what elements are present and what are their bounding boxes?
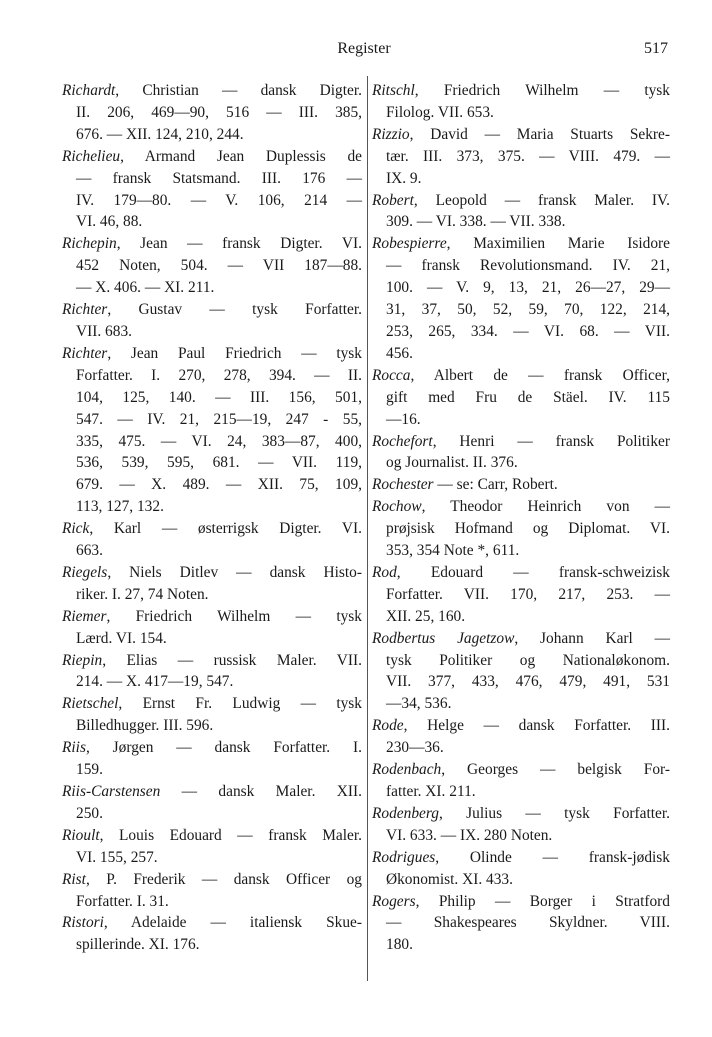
entry-continuation-line — [372, 869, 670, 891]
entry-continuation-line — [62, 891, 362, 913]
entry-first-line — [372, 628, 670, 650]
entry-text: — se: Carr, Robert. — [433, 476, 558, 494]
entry-text: IV. 179—80. — V. 106, 214 — — [76, 191, 362, 209]
entry-continuation-line — [62, 452, 362, 474]
entry-continuation-line — [372, 693, 670, 715]
entry-text: VII. 683. — [76, 322, 132, 340]
index-entry — [62, 343, 362, 518]
entry-text: , David — Maria Stuarts Sekre- — [409, 125, 670, 143]
entry-first-line — [62, 233, 362, 255]
index-entry — [372, 190, 670, 234]
entry-text: , Jean — fransk Digter. VI. — [116, 235, 362, 253]
entry-text: , Friedrich Wilhelm — tysk — [414, 82, 670, 99]
entry-text: Forfatter. VII. 170, 217, 253. — — [386, 585, 670, 603]
entry-text: , Elias — russisk Maler. VII. — [102, 651, 362, 669]
index-entry — [372, 891, 670, 957]
entry-text: 547. — IV. 21, 215—19, 247 - 55, — [76, 410, 362, 428]
entry-name: Rode — [372, 717, 404, 735]
entry-text: , Julius — tysk Forfatter. — [438, 804, 670, 822]
entry-continuation-line — [372, 146, 670, 168]
entry-text: spillerinde. XI. 176. — [76, 936, 200, 954]
entry-continuation-line — [62, 102, 362, 124]
entry-continuation-line — [372, 671, 670, 693]
right-column — [372, 80, 670, 956]
entry-continuation-line — [62, 847, 362, 869]
entry-continuation-line — [62, 124, 362, 146]
page-header — [60, 40, 668, 64]
entry-text: fatter. XI. 211. — [386, 783, 476, 800]
entry-text: 180. — [386, 936, 413, 954]
entry-text: —34, 536. — [386, 695, 452, 713]
entry-text: Billedhugger. III. 596. — [76, 717, 214, 735]
entry-name: Robespierre — [372, 235, 447, 253]
entry-continuation-line — [372, 255, 670, 277]
entry-text: Forfatter. I. 270, 278, 394. — II. — [76, 366, 362, 384]
entry-first-line — [62, 146, 362, 168]
index-entry — [62, 869, 362, 913]
entry-name: Rodbertus Jagetzow — [372, 629, 515, 647]
entry-text: XII. 25, 160. — [386, 607, 466, 625]
entry-text: , Karl — østerrigsk Digter. VI. — [89, 520, 362, 538]
index-entry — [62, 518, 362, 562]
entry-first-line — [372, 496, 670, 518]
index-entry — [372, 628, 670, 716]
entry-text: VI. 155, 257. — [76, 848, 158, 866]
entry-continuation-line — [372, 737, 670, 759]
entry-continuation-line — [372, 540, 670, 562]
entry-continuation-line — [372, 518, 670, 540]
entry-first-line — [372, 803, 670, 825]
entry-text: , Jean Paul Friedrich — tysk — [107, 344, 362, 362]
entry-name: Rochester — [372, 476, 434, 494]
entry-name: Riis-Carstensen — [62, 783, 161, 800]
entry-name: Rick — [62, 520, 90, 538]
column-divider — [367, 76, 368, 981]
entry-name: Rodrigues — [372, 848, 436, 866]
entry-text: IX. 9. — [386, 169, 422, 187]
entry-continuation-line — [372, 912, 670, 934]
entry-continuation-line — [372, 409, 670, 431]
entry-first-line — [372, 190, 670, 212]
entry-continuation-line — [372, 452, 670, 474]
entry-text: 214. — X. 417—19, 547. — [76, 673, 234, 691]
entry-text: — dansk Maler. XII. — [160, 783, 362, 800]
entry-continuation-line — [62, 803, 362, 825]
entry-name: Rochow — [372, 498, 422, 516]
entry-text: tysk Politiker og Nationaløkonom. — [386, 651, 670, 669]
index-entry — [62, 693, 362, 737]
running-title: Register — [337, 40, 391, 57]
entry-continuation-line — [372, 168, 670, 190]
index-entry — [372, 431, 670, 475]
index-entry — [372, 124, 670, 190]
entry-text: , Maximilien Marie Isidore — [446, 235, 670, 253]
entry-text: , Helge — dansk Forfatter. III. — [403, 717, 670, 735]
entry-name: Rod — [372, 563, 397, 581]
entry-text: 676. — XII. 124, 210, 244. — [76, 125, 244, 143]
entry-continuation-line — [62, 168, 362, 190]
entry-text: , Theodor Heinrich von — — [421, 498, 670, 516]
entry-continuation-line — [372, 650, 670, 672]
entry-continuation-line — [62, 211, 362, 233]
page-number: 517 — [644, 40, 668, 57]
index-entry — [372, 562, 670, 628]
entry-name: Richelieu — [62, 147, 121, 165]
index-entry — [62, 606, 362, 650]
entry-text: — Shakespeares Skyldner. VIII. — [386, 914, 670, 932]
entry-continuation-line — [372, 102, 670, 124]
left-column — [62, 80, 362, 956]
entry-continuation-line — [62, 409, 362, 431]
entry-continuation-line — [62, 584, 362, 606]
index-entry — [372, 496, 670, 562]
entry-continuation-line — [62, 255, 362, 277]
entry-text: , Friedrich Wilhelm — tysk — [106, 607, 362, 625]
entry-name: Richter — [62, 301, 108, 319]
entry-text: II. 206, 469—90, 516 — III. 385, — [76, 103, 362, 121]
entry-continuation-line — [62, 387, 362, 409]
entry-name: Rizzio — [372, 125, 410, 143]
entry-continuation-line — [62, 496, 362, 518]
entry-first-line — [372, 847, 670, 869]
entry-continuation-line — [372, 934, 670, 956]
entry-text: , Gustav — tysk Forfatter. — [107, 301, 362, 319]
entry-text: riker. I. 27, 74 Noten. — [76, 585, 209, 603]
entry-continuation-line — [62, 431, 362, 453]
entry-name: Riis — [62, 739, 86, 757]
entry-text: 100. — V. 9, 13, 21, 26—27, 29— — [386, 279, 670, 297]
entry-continuation-line — [62, 190, 362, 212]
entry-first-line — [62, 80, 362, 102]
entry-name: Rist — [62, 870, 86, 888]
entry-continuation-line — [372, 584, 670, 606]
entry-name: Riegels — [62, 563, 108, 581]
entry-text: 456. — [386, 344, 413, 362]
entry-text: 253, 265, 334. — VI. 68. — VII. — [386, 322, 670, 340]
entry-text: VII. 377, 433, 476, 479, 491, 531 — [386, 673, 670, 691]
entry-name: Ritschl — [372, 82, 415, 99]
entry-text: —16. — [386, 410, 421, 428]
entry-continuation-line — [62, 671, 362, 693]
entry-text: prøjsisk Hofmand og Diplomat. VI. — [386, 520, 670, 538]
index-entry — [62, 80, 362, 146]
entry-name: Rietschel — [62, 695, 119, 713]
entry-text: , P. Frederik — dansk Officer og — [85, 870, 362, 888]
entry-continuation-line — [62, 628, 362, 650]
entry-continuation-line — [372, 321, 670, 343]
index-entry — [372, 474, 670, 496]
index-entry — [372, 847, 670, 891]
entry-continuation-line — [62, 365, 362, 387]
entry-text: VI. 633. — IX. 280 Noten. — [386, 826, 553, 844]
entry-text: Forfatter. I. 31. — [76, 892, 169, 910]
index-entry — [62, 737, 362, 781]
entry-first-line — [62, 912, 362, 934]
entry-continuation-line — [62, 474, 362, 496]
entry-first-line — [62, 869, 362, 891]
index-entry — [372, 80, 670, 124]
index-entry — [62, 781, 362, 825]
entry-text: , Ernst Fr. Ludwig — tysk — [118, 695, 362, 713]
index-entry — [62, 562, 362, 606]
entry-first-line — [372, 759, 670, 781]
entry-text: gift med Fru de Stäel. IV. 115 — [386, 388, 670, 406]
entry-text: 536, 539, 595, 681. — VII. 119, — [76, 454, 362, 472]
entry-first-line — [62, 518, 362, 540]
entry-first-line — [372, 124, 670, 146]
index-entry — [62, 233, 362, 299]
entry-name: Rogers — [372, 892, 416, 910]
entry-text: 679. — X. 489. — XII. 75, 109, — [76, 476, 362, 494]
index-entry — [372, 759, 670, 803]
index-entry — [62, 146, 362, 234]
entry-text: 31, 37, 50, 52, 59, 70, 122, 214, — [386, 301, 670, 319]
entry-first-line — [372, 715, 670, 737]
entry-text: , Niels Ditlev — dansk Histo- — [107, 563, 362, 581]
entry-first-line — [372, 80, 670, 102]
entry-first-line — [62, 650, 362, 672]
entry-first-line — [62, 781, 362, 803]
entry-first-line — [62, 737, 362, 759]
entry-text: — fransk Statsmand. III. 176 — — [76, 169, 362, 187]
entry-text: Lærd. VI. 154. — [76, 629, 167, 647]
entry-continuation-line — [372, 606, 670, 628]
entry-first-line — [62, 562, 362, 584]
entry-text: , Leopold — fransk Maler. IV. — [413, 191, 670, 209]
entry-continuation-line — [62, 277, 362, 299]
entry-continuation-line — [372, 211, 670, 233]
entry-text: — fransk Revolutionsmand. IV. 21, — [386, 257, 670, 275]
entry-text: 452 Noten, 504. — VII 187—88. — [76, 257, 362, 275]
entry-text: , Henri — fransk Politiker — [432, 432, 670, 450]
entry-text: 230—36. — [386, 739, 444, 757]
entry-text: , Armand Jean Duplessis de — [120, 147, 362, 165]
index-entry — [372, 715, 670, 759]
entry-name: Robert — [372, 191, 414, 209]
entry-first-line — [62, 343, 362, 365]
entry-name: Richepin — [62, 235, 117, 253]
entry-first-line — [372, 365, 670, 387]
entry-text: 104, 125, 140. — III. 156, 501, — [76, 388, 362, 406]
entry-text: 663. — [76, 542, 103, 560]
entry-name: Rocca — [372, 366, 411, 384]
entry-name: Riemer — [62, 607, 107, 625]
entry-text: Økonomist. XI. 433. — [386, 870, 513, 888]
entry-continuation-line — [62, 715, 362, 737]
entry-name: Rochefort — [372, 432, 433, 450]
entry-first-line — [372, 431, 670, 453]
entry-continuation-line — [62, 759, 362, 781]
entry-text: , Philip — Borger i Stratford — [415, 892, 670, 910]
entry-text: , Jørgen — dansk Forfatter. I. — [85, 739, 362, 757]
entry-name: Ristori — [62, 914, 104, 932]
entry-text: VI. 46, 88. — [76, 213, 143, 231]
entry-continuation-line — [372, 277, 670, 299]
entry-text: 309. — VI. 338. — VII. 338. — [386, 213, 566, 231]
entry-text: , Johann Karl — — [514, 629, 670, 647]
index-entry — [62, 825, 362, 869]
entry-name: Richter — [62, 344, 108, 362]
entry-continuation-line — [372, 781, 670, 803]
entry-text: — X. 406. — XI. 211. — [76, 279, 215, 297]
entry-text: tær. III. 373, 375. — VIII. 479. — — [386, 147, 670, 165]
entry-text: , Louis Edouard — fransk Maler. — [99, 826, 362, 844]
entry-text: og Journalist. II. 376. — [386, 454, 518, 472]
entry-text: 159. — [76, 761, 103, 779]
entry-text: 113, 127, 132. — [76, 498, 164, 516]
entry-text: Filolog. VII. 653. — [386, 103, 494, 121]
index-entry — [62, 650, 362, 694]
index-entry — [372, 233, 670, 364]
entry-first-line — [372, 891, 670, 913]
entry-continuation-line — [372, 343, 670, 365]
index-entry — [62, 299, 362, 343]
index-entry — [372, 803, 670, 847]
entry-continuation-line — [372, 825, 670, 847]
index-entry — [372, 365, 670, 431]
entry-text: , Edouard — fransk-schweizisk — [396, 563, 670, 581]
entry-name: Richardt — [62, 82, 116, 99]
entry-text: , Georges — belgisk For- — [441, 761, 670, 779]
entry-name: Riepin — [62, 651, 103, 669]
entry-name: Rodenbach — [372, 761, 442, 779]
entry-text: , Albert de — fransk Officer, — [410, 366, 670, 384]
entry-first-line — [62, 606, 362, 628]
entry-text: 250. — [76, 804, 103, 822]
entry-text: 335, 475. — VI. 24, 383—87, 400, — [76, 432, 362, 450]
entry-text: , Christian — dansk Digter. — [115, 82, 362, 99]
entry-continuation-line — [62, 934, 362, 956]
entry-name: Rodenberg — [372, 804, 439, 822]
entry-text: 353, 354 Note *, 611. — [386, 542, 520, 560]
entry-first-line — [62, 825, 362, 847]
entry-first-line — [62, 693, 362, 715]
index-entry — [62, 912, 362, 956]
entry-first-line — [372, 562, 670, 584]
entry-text: , Olinde — fransk-jødisk — [435, 848, 670, 866]
entry-continuation-line — [372, 387, 670, 409]
entry-first-line — [62, 299, 362, 321]
entry-continuation-line — [62, 540, 362, 562]
entry-continuation-line — [62, 321, 362, 343]
entry-first-line — [372, 233, 670, 255]
entry-name: Rioult — [62, 826, 100, 844]
entry-text: , Adelaide — italiensk Skue- — [103, 914, 362, 932]
entry-continuation-line — [372, 299, 670, 321]
entry-first-line — [372, 474, 670, 496]
